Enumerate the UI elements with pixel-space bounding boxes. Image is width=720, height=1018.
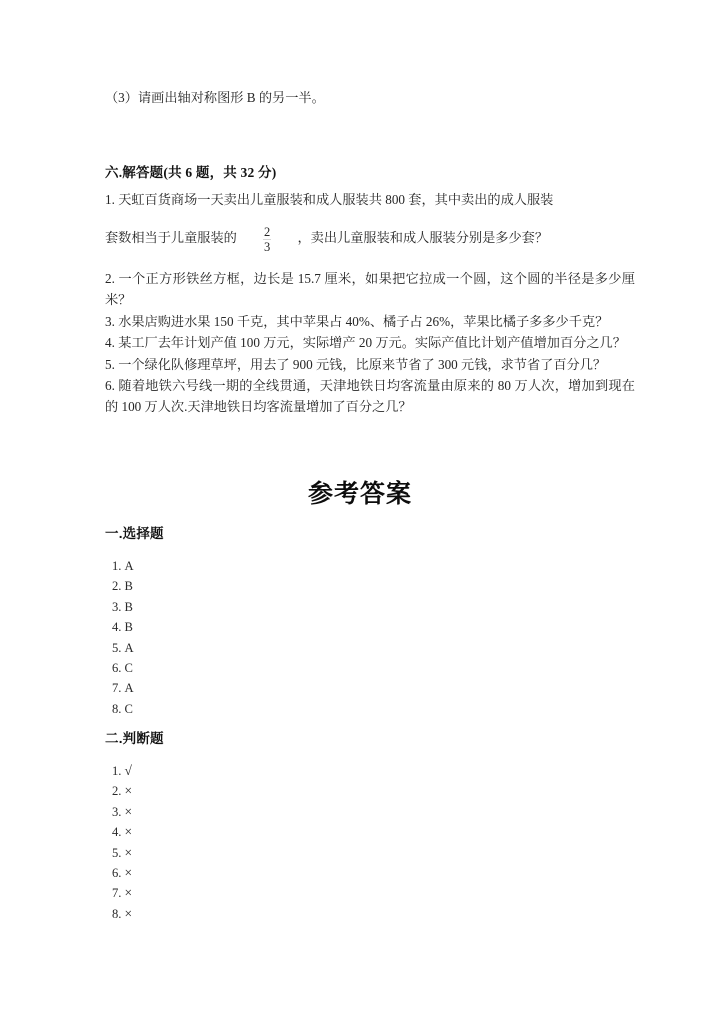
problem-item: 2. 一个正方形铁丝方框，边长是 15.7 厘米，如果把它拉成一个圆，这个圆的半径是多少厘米？ xyxy=(105,271,635,308)
answer-item xyxy=(112,843,132,863)
answer-section-heading-choice: 一.选择题 xyxy=(105,526,164,541)
fraction-denominator: 3 xyxy=(264,239,271,254)
answer-number: 8. xyxy=(112,906,122,921)
problem-item: 6. 随着地铁六号线一期的全线贯通，天津地铁日均客流量由原来的 80 万人次，增加到现在的 100 万人次.天津地铁日均客流量增加了百分之几？ xyxy=(105,378,635,415)
answer-number: 3. xyxy=(112,804,122,819)
answer-value: × xyxy=(124,885,133,901)
problem-item: 3. 水果店购进水果 150 千克，其中苹果占 40%、橘子占 26%，苹果比橘子多多少千克？ xyxy=(105,313,609,329)
fraction-two-thirds xyxy=(263,226,271,254)
answer-number: 8. xyxy=(112,701,122,716)
answer-value: × xyxy=(124,783,133,799)
answer-item xyxy=(112,638,134,658)
answer-number: 5. xyxy=(112,845,122,860)
answer-number: 1. xyxy=(112,559,122,573)
carryover-question-line: （3）请画出轴对称图形 B 的另一半。 xyxy=(105,90,325,105)
answer-list-truefalse xyxy=(112,761,132,924)
answer-item xyxy=(112,617,134,637)
fraction-holder xyxy=(240,225,294,253)
answer-item xyxy=(112,658,134,678)
answer-number: 6. xyxy=(112,866,122,881)
answer-number: 1. xyxy=(112,764,122,778)
answer-key-title: 参考答案 xyxy=(307,480,412,508)
answer-number: 5. xyxy=(112,640,122,655)
fraction-numerator: 2 xyxy=(264,225,271,239)
answer-item xyxy=(112,597,134,617)
problem-1-text-after-fraction: ，卖出儿童服装和成人服装分别是多少套？ xyxy=(297,229,549,245)
problem-list xyxy=(105,268,635,418)
answer-number: 4. xyxy=(112,620,122,635)
answer-value: √ xyxy=(124,763,132,778)
answer-item xyxy=(112,822,132,842)
answer-number: 7. xyxy=(112,886,122,901)
answer-value: B xyxy=(124,599,133,614)
problem-item: 4. 某工厂去年计划产值 100 万元，实际增产 20 万元。实际产值比计划产值增加百分之几？ xyxy=(105,335,626,351)
answer-value: × xyxy=(124,865,133,881)
answer-value: A xyxy=(124,559,134,573)
answer-value: B xyxy=(124,579,133,594)
answer-value: × xyxy=(124,824,133,840)
problem-item: 5. 一个绿化队修理草坪，用去了 900 元钱，比原来节省了 300 元钱，求节省了百分几？ xyxy=(105,356,607,372)
answer-value: A xyxy=(124,681,134,696)
answer-item xyxy=(112,556,134,576)
answer-item xyxy=(112,904,132,924)
answer-value: × xyxy=(124,844,133,860)
answer-item xyxy=(112,883,132,903)
problem-1-line-1: 1. 天虹百货商场一天卖出儿童服装和成人服装共 800 套，其中卖出的成人服装 xyxy=(105,192,554,207)
answer-number: 6. xyxy=(112,661,122,676)
answer-number: 2. xyxy=(112,784,122,799)
section-heading-six: 六.解答题(共 6 题，共 32 分) xyxy=(105,165,277,180)
answer-number: 4. xyxy=(112,825,122,840)
answer-section-heading-truefalse: 二.判断题 xyxy=(105,731,164,746)
answer-item xyxy=(112,761,132,781)
answer-item xyxy=(112,781,132,801)
answer-value: C xyxy=(124,661,133,676)
answer-value: C xyxy=(124,701,133,716)
answer-item xyxy=(112,863,132,883)
answer-value: × xyxy=(124,905,133,921)
answer-value: A xyxy=(124,640,134,655)
answer-list-choice xyxy=(112,556,134,719)
answer-number: 3. xyxy=(112,599,122,614)
answer-item xyxy=(112,576,134,596)
answer-item xyxy=(112,802,132,822)
problem-1-text-before-fraction: 套数相当于儿童服装的 xyxy=(105,229,237,245)
answer-number: 2. xyxy=(112,579,122,594)
answer-item xyxy=(112,699,134,719)
answer-item xyxy=(112,678,134,698)
answer-value: B xyxy=(124,620,133,635)
answer-value: × xyxy=(124,803,133,819)
answer-number: 7. xyxy=(112,681,122,696)
problem-1-line-2 xyxy=(105,225,633,253)
